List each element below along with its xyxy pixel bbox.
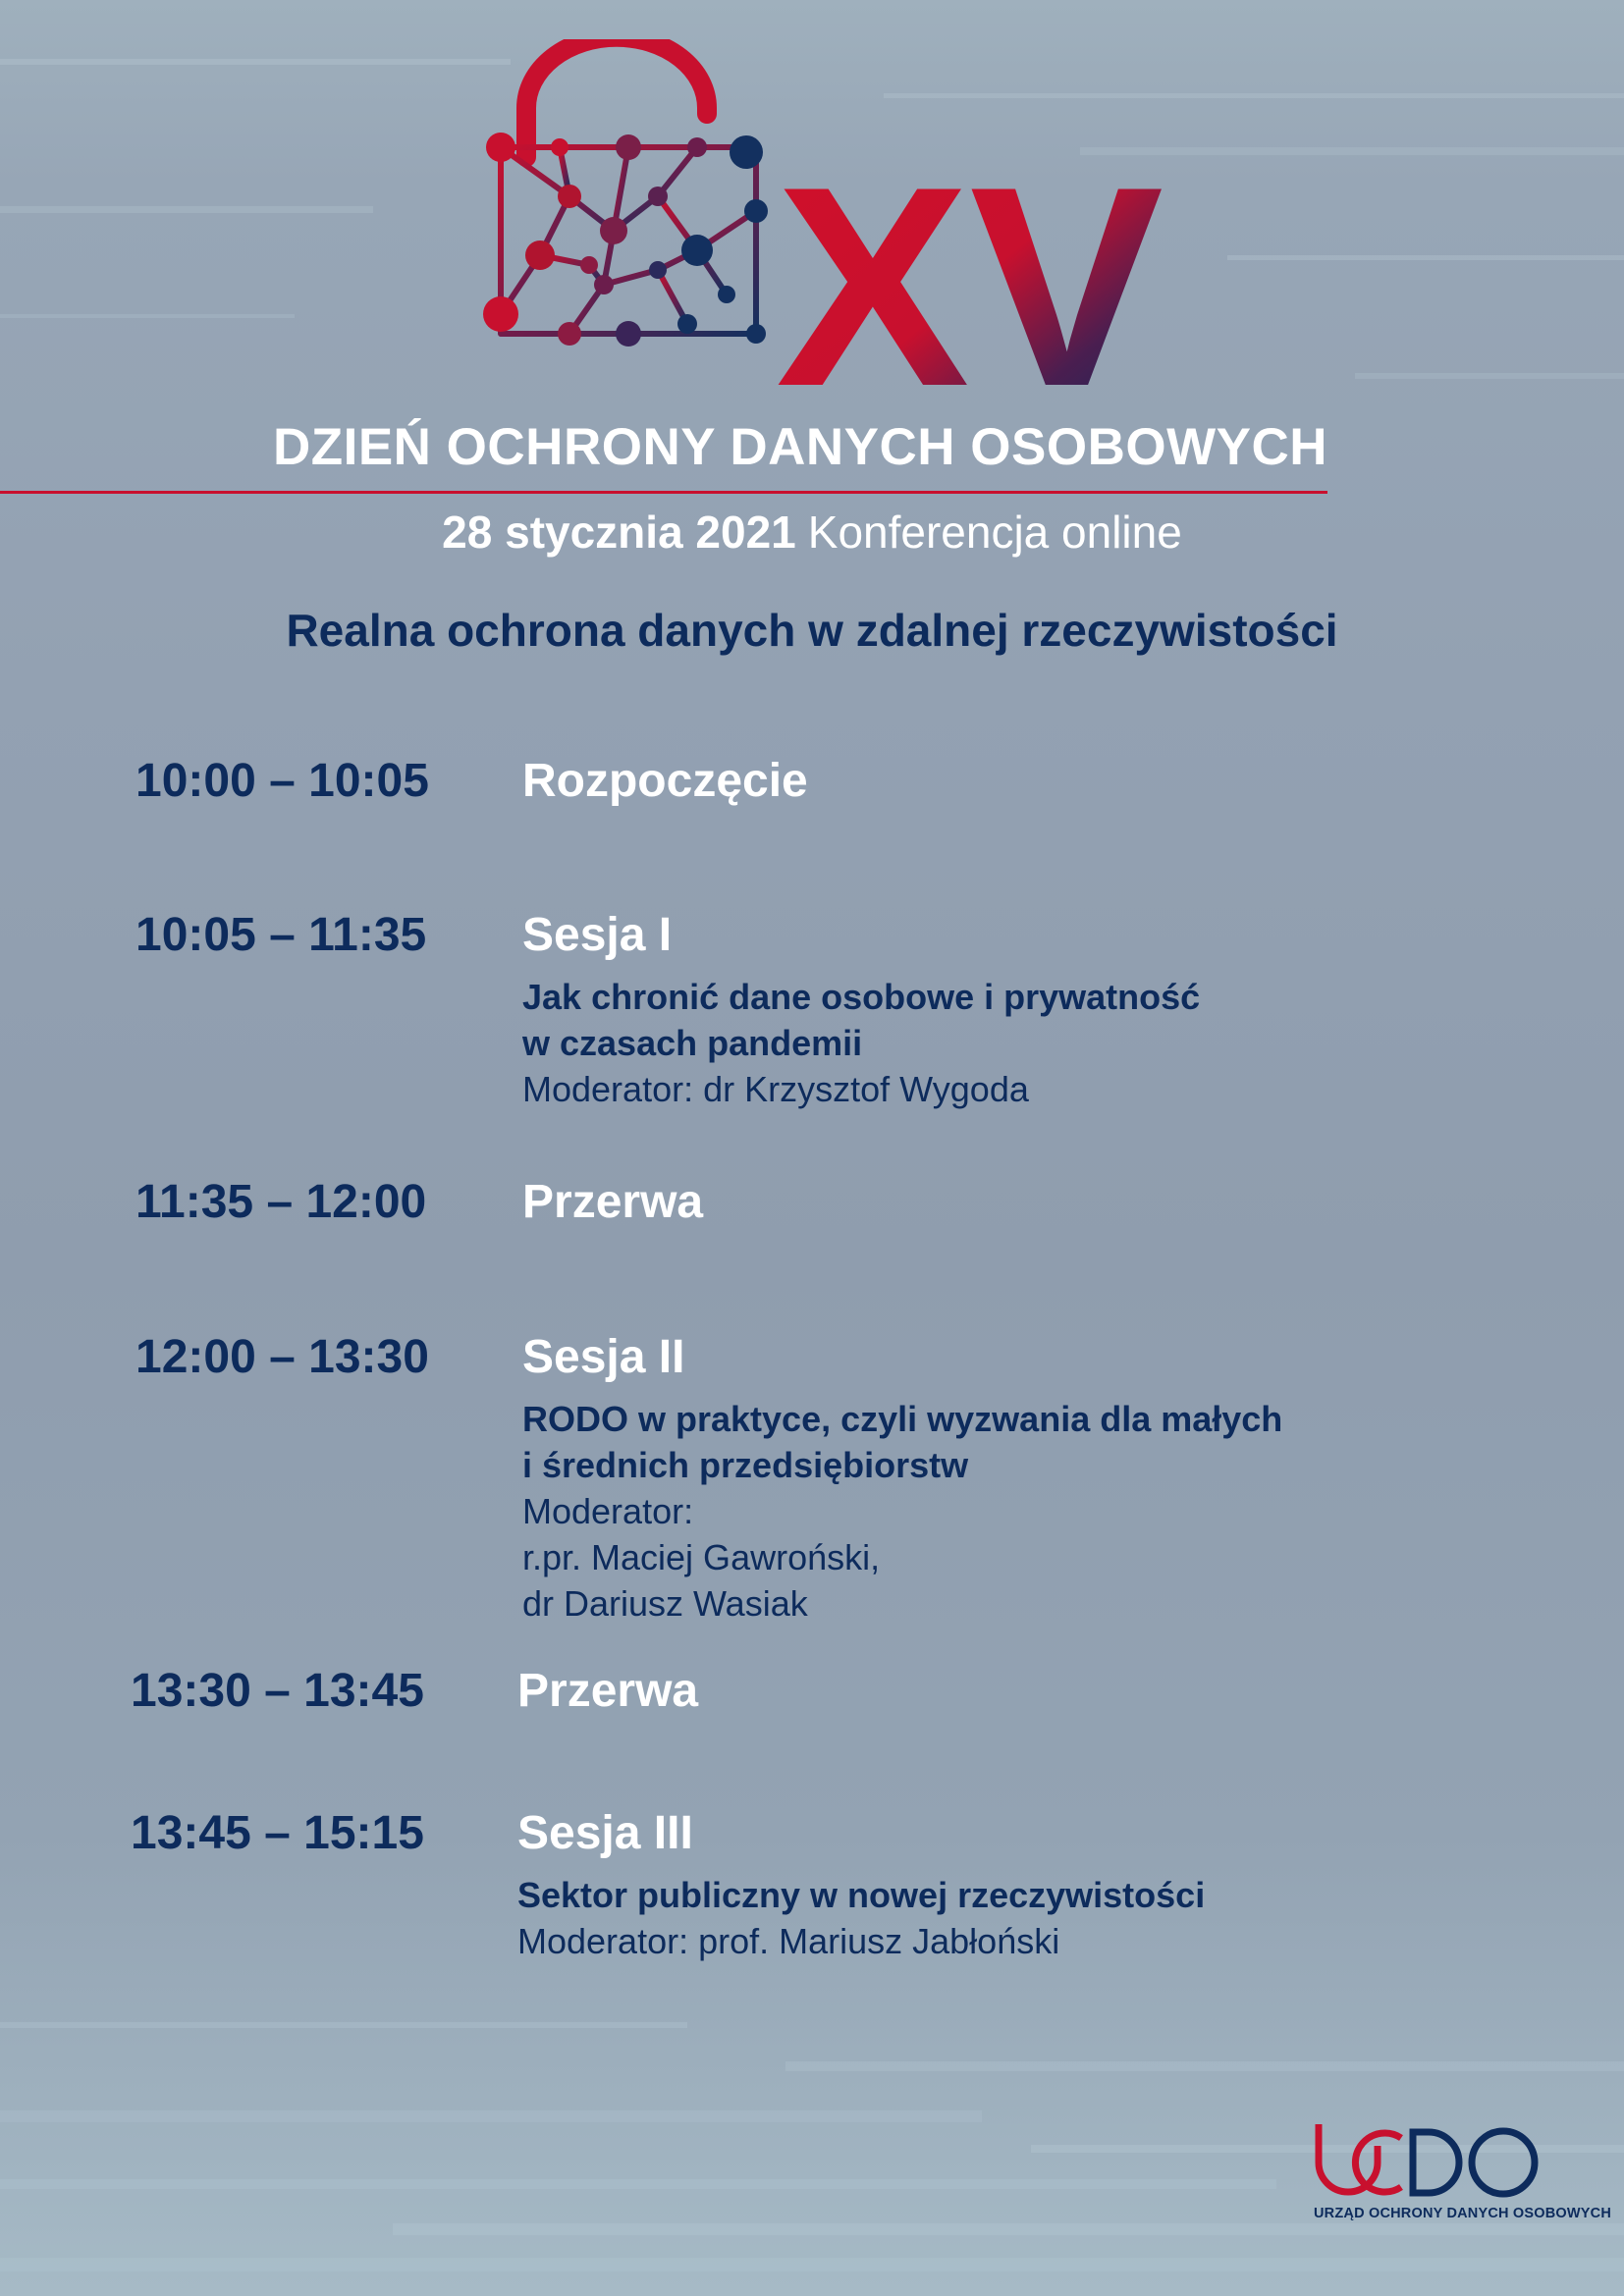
session-moderator: Moderator: dr Krzysztof Wygoda xyxy=(522,1069,1029,1109)
agenda-details xyxy=(522,1396,1282,1627)
session-moderator: Moderator: xyxy=(522,1491,694,1531)
agenda-title: Rozpoczęcie xyxy=(522,755,808,807)
session-topic: Jak chronić dane osobowe i prywatność xyxy=(522,977,1201,1017)
session-topic: i średnich przedsiębiorstw xyxy=(522,1445,969,1485)
agenda-title: Sesja III xyxy=(517,1807,693,1859)
event-title-text: DZIEŃ OCHRONY DANYCH OSOBOWYCH xyxy=(272,418,1328,476)
agenda-title: Przerwa xyxy=(517,1665,699,1717)
session-topic: w czasach pandemii xyxy=(522,1023,863,1063)
event-title xyxy=(0,417,1624,477)
conference-theme: Realna ochrona danych w zdalnej rzeczywistości xyxy=(286,605,1338,656)
title-divider xyxy=(0,491,1327,494)
agenda-time: 10:05 – 11:35 xyxy=(135,909,427,961)
agenda-time: 11:35 – 12:00 xyxy=(135,1176,427,1228)
agenda-details xyxy=(522,974,1200,1112)
event-date: 28 stycznia 2021 xyxy=(442,507,796,558)
edition-text: XV xyxy=(776,167,1165,393)
event-subtitle xyxy=(0,506,1624,559)
agenda-title: Sesja I xyxy=(522,909,673,961)
session-moderator: r.pr. Maciej Gawroński, xyxy=(522,1537,881,1577)
uodo-caption: URZĄD OCHRONY DANYCH OSOBOWYCH xyxy=(1314,2206,1611,2221)
session-topic: RODO w praktyce, czyli wyzwania dla małych xyxy=(522,1399,1283,1439)
uodo-logo xyxy=(1311,2118,1556,2202)
agenda-time: 13:30 – 13:45 xyxy=(131,1665,424,1717)
padlock-network-logo xyxy=(461,39,776,402)
agenda-time: 13:45 – 15:15 xyxy=(131,1807,424,1859)
session-topic: Sektor publiczny w nowej rzeczywistości xyxy=(517,1875,1206,1915)
agenda-details xyxy=(517,1872,1205,1964)
event-format: Konferencja online xyxy=(807,507,1182,558)
agenda-time: 10:00 – 10:05 xyxy=(135,755,429,807)
agenda-title: Sesja II xyxy=(522,1331,685,1383)
agenda-time: 12:00 – 13:30 xyxy=(135,1331,429,1383)
edition-mark xyxy=(776,167,1168,393)
session-moderator: dr Dariusz Wasiak xyxy=(522,1583,808,1624)
agenda-title: Przerwa xyxy=(522,1176,704,1228)
session-moderator: Moderator: prof. Mariusz Jabłoński xyxy=(517,1921,1060,1961)
